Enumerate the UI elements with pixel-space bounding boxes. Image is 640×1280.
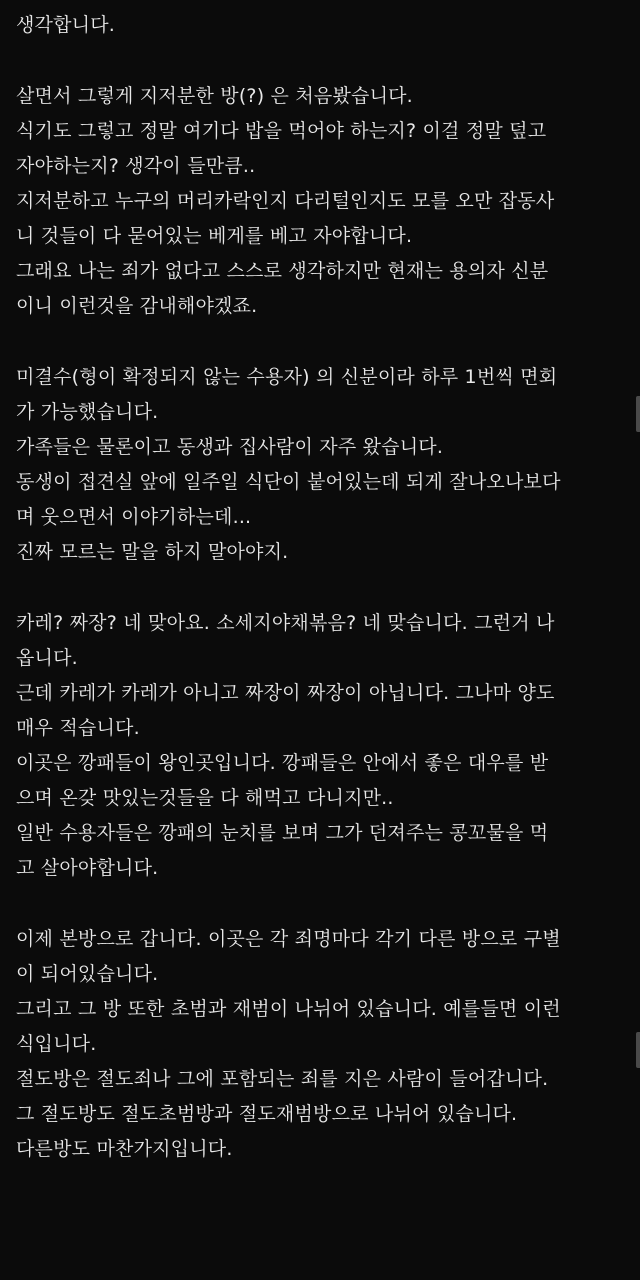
text-line: 옵니다.: [16, 647, 78, 669]
text-line: 으며 온갖 맛있는것들을 다 해먹고 다니지만..: [16, 787, 394, 809]
post-body: [16, 8, 628, 1167]
paragraph: [16, 79, 628, 324]
text-line: 식기도 그렇고 정말 여기다 밥을 먹어야 하는지? 이걸 정말 덮고: [16, 120, 547, 142]
text-line: 근데 카레가 카레가 아니고 짜장이 짜장이 아닙니다. 그나마 양도: [16, 682, 555, 704]
text-line: 일반 수용자들은 깡패의 눈치를 보며 그가 던져주는 콩꼬물을 먹: [16, 822, 549, 844]
text-line: 가 가능했습니다.: [16, 401, 159, 423]
text-line: 이곳은 깡패들이 왕인곳입니다. 깡패들은 안에서 좋은 대우를 받: [16, 752, 549, 774]
text-line: 진짜 모르는 말을 하지 말아야지.: [16, 541, 289, 563]
paragraph-gap: [16, 886, 628, 922]
paragraph: [16, 606, 628, 886]
text-line: 살면서 그렇게 지저분한 방(?) 은 처음봤습니다.: [16, 85, 413, 107]
text-line: 다른방도 마찬가지입니다.: [16, 1138, 233, 1160]
text-line: 식입니다.: [16, 1033, 97, 1055]
text-line: 니 것들이 다 묻어있는 베게를 베고 자야합니다.: [16, 225, 413, 247]
paragraph-gap: [16, 324, 628, 360]
text-line: 이니 이런것을 감내해야겠죠.: [16, 295, 258, 317]
paragraph-gap: [16, 43, 628, 79]
text-line: 자야하는지? 생각이 들만큼..: [16, 155, 256, 177]
text-line: 카레? 짜장? 네 맞아요. 소세지야채볶음? 네 맞습니다. 그런거 나: [16, 612, 555, 634]
text-line: 절도방은 절도죄나 그에 포함되는 죄를 지은 사람이 들어갑니다.: [16, 1068, 549, 1090]
paragraph: [16, 922, 628, 1167]
text-line: 생각합니다.: [16, 14, 116, 36]
text-line: 동생이 접견실 앞에 일주일 식단이 붙어있는데 되게 잘나오나보다: [16, 471, 561, 493]
paragraph: [16, 360, 628, 570]
scroll-indicator-lower[interactable]: [636, 1032, 640, 1068]
text-line: 그래요 나는 죄가 없다고 스스로 생각하지만 현재는 용의자 신분: [16, 260, 549, 282]
text-line: 그리고 그 방 또한 초범과 재범이 나뉘어 있습니다. 예를들면 이런: [16, 998, 561, 1020]
text-line: 고 살아야합니다.: [16, 857, 159, 879]
text-line: 이제 본방으로 갑니다. 이곳은 각 죄명마다 각기 다른 방으로 구별: [16, 928, 561, 950]
text-line: 그 절도방도 절도초범방과 절도재범방으로 나뉘어 있습니다.: [16, 1103, 518, 1125]
text-line: 며 웃으면서 이야기하는데...: [16, 506, 252, 528]
text-line: 미결수(형이 확정되지 않는 수용자) 의 신분이라 하루 1번씩 면회: [16, 366, 558, 388]
paragraph-gap: [16, 570, 628, 606]
text-line: 매우 적습니다.: [16, 717, 140, 739]
text-line: 지저분하고 누구의 머리카락인지 다리털인지도 모를 오만 잡동사: [16, 190, 555, 212]
text-line: 이 되어있습니다.: [16, 963, 159, 985]
paragraph: [16, 8, 628, 43]
text-line: 가족들은 물론이고 동생과 집사람이 자주 왔습니다.: [16, 436, 444, 458]
scroll-indicator-upper[interactable]: [636, 396, 640, 432]
